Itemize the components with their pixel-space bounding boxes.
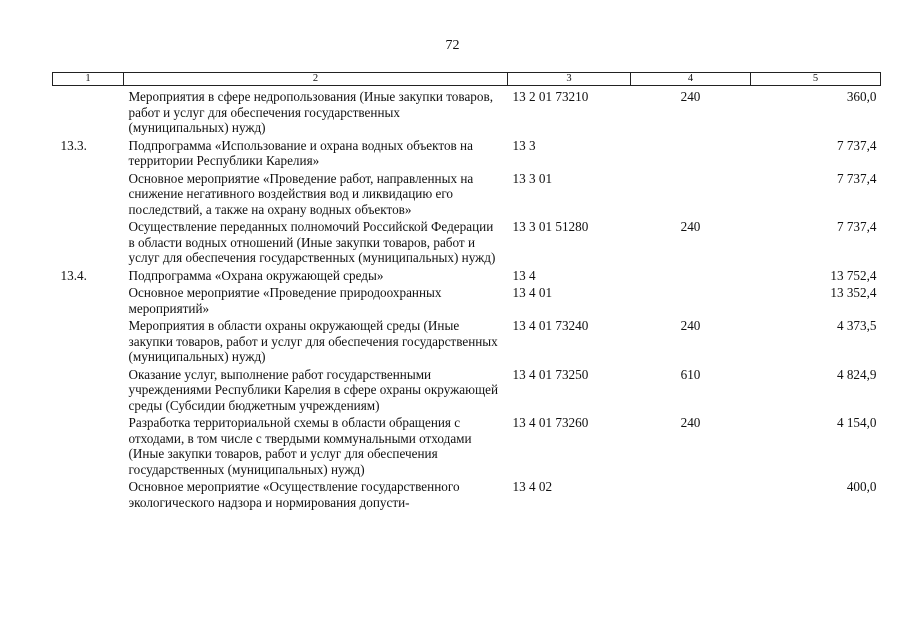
row-expense-type: 240	[680, 89, 701, 104]
row-number	[53, 219, 124, 268]
row-expense-type	[631, 138, 751, 171]
table-row	[53, 285, 881, 318]
row-name: Разработка территориальной схемы в области обращения с отходами, в том числе с твердыми коммунальными отходами (Иные закупки товаров, работ и услуг для обеспечения государственных (муниципальных) нужд)	[128, 415, 472, 477]
row-number: 13.3.	[60, 137, 87, 153]
table-row	[53, 318, 881, 367]
row-expense-type	[631, 479, 751, 510]
row-code: 13 3 01 51280	[512, 219, 589, 234]
row-name: Осуществление переданных полномочий Российской Федерации в области водных отношений (Иные закупки товаров, работ и услуг для обеспечения государственных (муниципальных) нужд)	[128, 219, 496, 265]
row-number	[53, 479, 124, 510]
row-expense-type	[631, 268, 751, 286]
table-row	[53, 479, 881, 510]
row-expense-type: 240	[680, 219, 701, 234]
row-amount: 13 352,4	[830, 285, 877, 300]
page-number: 72	[445, 38, 460, 53]
row-number	[53, 171, 124, 220]
row-amount: 4 824,9	[836, 366, 877, 382]
table-row	[53, 415, 881, 479]
row-number	[53, 367, 124, 416]
row-expense-type	[631, 285, 751, 318]
row-number	[53, 86, 124, 138]
row-code: 13 4 01 73260	[512, 415, 589, 430]
row-amount: 4 154,0	[836, 415, 877, 430]
row-amount: 13 752,4	[830, 267, 877, 283]
table-row	[53, 138, 881, 171]
row-amount: 7 737,4	[836, 170, 877, 186]
row-amount: 7 737,4	[836, 137, 877, 153]
row-code: 13 3 01	[512, 170, 553, 186]
table-row	[53, 268, 881, 286]
column-header-1: 1	[53, 73, 124, 86]
row-number	[53, 318, 124, 367]
row-name: Основное мероприятие «Проведение работ, направленных на снижение негативного воздействия вод и ликвидацию его последствий, а также на охрану водных объектов»	[128, 170, 474, 217]
table-row	[53, 171, 881, 220]
row-code: 13 4 01 73240	[512, 318, 589, 333]
column-header-3: 3	[508, 73, 631, 86]
table-row	[53, 219, 881, 268]
header-row	[53, 73, 881, 86]
row-name: Подпрограмма «Охрана окружающей среды»	[128, 267, 384, 283]
row-number: 13.4.	[60, 267, 87, 283]
column-header-5: 5	[751, 73, 881, 86]
row-number	[53, 285, 124, 318]
row-amount: 7 737,4	[836, 219, 877, 234]
row-expense-type: 240	[680, 318, 701, 333]
row-name: Мероприятия в сфере недропользования (Иные закупки товаров, работ и услуг для обеспечения государственных (муниципальных) нужд)	[128, 89, 494, 135]
row-amount: 400,0	[846, 479, 877, 494]
row-code: 13 4 01 73250	[512, 366, 589, 382]
table-header	[53, 73, 881, 86]
row-code: 13 4 01	[512, 285, 553, 300]
row-code: 13 4	[512, 267, 536, 283]
column-header-4: 4	[631, 73, 751, 86]
budget-table	[52, 72, 881, 510]
table-body	[53, 86, 881, 511]
row-code: 13 3	[512, 137, 536, 153]
row-name: Основное мероприятие «Проведение природоохранных мероприятий»	[128, 285, 442, 316]
row-name: Оказание услуг, выполнение работ государственными учреждениями Республики Карелия в сфере охраны окружающей среды (Субсидии бюджетным учреждениям)	[128, 366, 499, 413]
row-name: Подпрограмма «Использование и охрана водных объектов на территории Республики Карелия»	[128, 137, 473, 168]
row-code: 13 4 02	[512, 479, 553, 494]
row-expense-type: 610	[680, 366, 701, 382]
row-amount: 360,0	[846, 89, 877, 104]
row-name: Основное мероприятие «Осуществление государственного экологического надзора и нормирования допусти-	[128, 479, 460, 510]
row-number	[53, 415, 124, 479]
row-code: 13 2 01 73210	[512, 89, 589, 104]
row-name: Мероприятия в области охраны окружающей среды (Иные закупки товаров, работ и услуг для обеспечения государственных (муниципальных) нужд)	[128, 318, 498, 364]
row-expense-type	[631, 171, 751, 220]
table-row	[53, 86, 881, 138]
column-header-2: 2	[124, 73, 508, 86]
table-row	[53, 367, 881, 416]
row-amount: 4 373,5	[836, 318, 877, 333]
row-expense-type: 240	[680, 415, 701, 430]
